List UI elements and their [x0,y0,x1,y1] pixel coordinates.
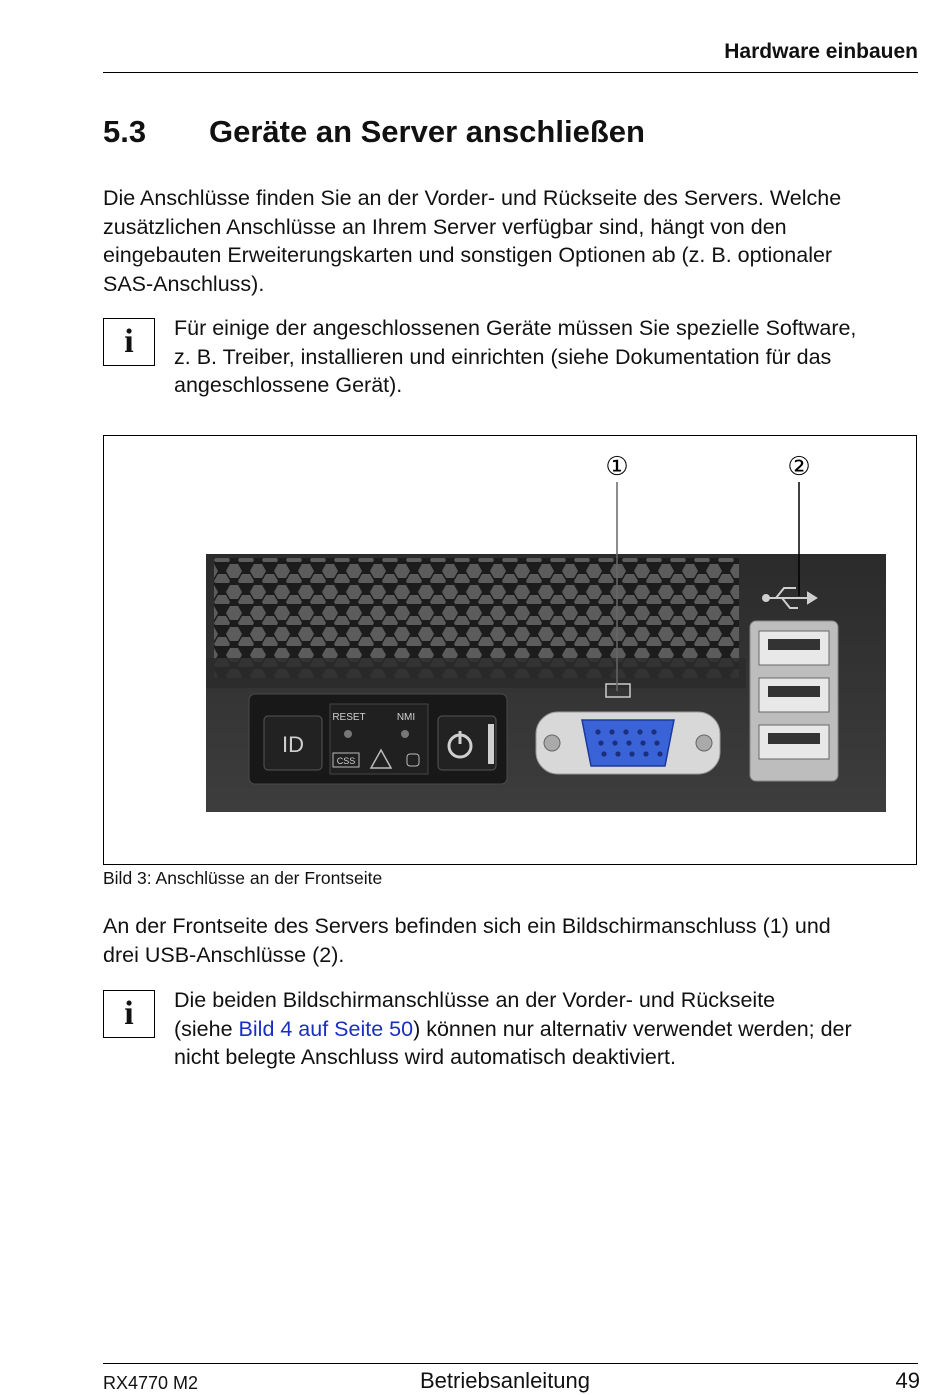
note-text [174,986,919,1072]
usb-port-1 [759,631,829,665]
callout-1: ① [605,452,629,482]
callout-2: ② [787,452,811,482]
text-line [174,1015,919,1044]
section-number: 5.3 [103,114,147,149]
figure-caption: Bild 3: Anschlüsse an der Frontseite [103,868,383,888]
text-line: Die Anschlüsse finden Sie an der Vorder- und Rückseite des Servers. Welche [103,186,842,210]
front-panel-figure [103,435,917,865]
usb-port-2 [759,678,829,712]
text-line: Die beiden Bildschirmanschlüsse an der Vorder- und Rückseite [174,988,776,1012]
footer-divider [103,1363,918,1364]
text-line: drei USB-Anschlüsse (2). [103,942,345,967]
page-number: 49 [895,1368,920,1393]
text-line: nicht belegte Anschluss wird automatisch deaktiviert. [174,1045,676,1069]
section-heading [103,114,645,150]
text-line: angeschlossene Gerät). [174,373,403,397]
text-fragment: ) können nur alternativ verwendet werden; der [413,1016,852,1041]
text-line: Für einige der angeschlossenen Geräte müssen Sie spezielle Software, [174,316,857,340]
usb-port-3 [759,725,829,759]
info-icon: i [103,990,155,1038]
nmi-label: NMI [396,712,416,723]
text-line: z. B. Treiber, installieren und einrichten (siehe Dokumentation für das [174,344,832,369]
reset-pinhole [344,730,352,738]
note-text [174,314,919,400]
info-note-display [103,984,923,1074]
vga-screw-left [544,735,560,751]
info-icon: i [103,318,155,366]
footer-title: Betriebsanleitung [420,1368,591,1393]
power-button [438,716,496,770]
intro-paragraph [103,184,923,298]
front-panel-illustration [104,436,915,863]
text-line: SAS-Anschluss). [103,271,265,296]
running-header-title: Hardware einbauen [724,40,918,63]
header-divider [103,72,918,73]
footer-model: RX4770 M2 [103,1373,199,1393]
text-line: An der Frontseite des Servers befinden sich ein Bildschirmanschluss (1) und [103,914,831,938]
grille-shade [206,658,746,688]
text-line: eingebauten Erweiterungskarten und sonstigen Optionen ab (z. B. optionaler [103,243,833,267]
power-led [488,724,494,764]
id-label: ID [282,732,304,757]
ports-paragraph [103,912,923,969]
css-label: CSS [336,756,356,766]
section-title: Geräte an Server anschließen [209,114,645,149]
text-line: zusätzlichen Anschlüsse an Ihrem Server verfügbar sind, hängt von den [103,214,787,239]
text-fragment: (siehe [174,1016,239,1041]
vga-screw-right [696,735,712,751]
nmi-pinhole [401,730,409,738]
info-note-software [103,312,923,402]
cross-reference-link[interactable]: Bild 4 auf Seite 50 [238,1016,414,1041]
reset-label: RESET [332,712,366,723]
